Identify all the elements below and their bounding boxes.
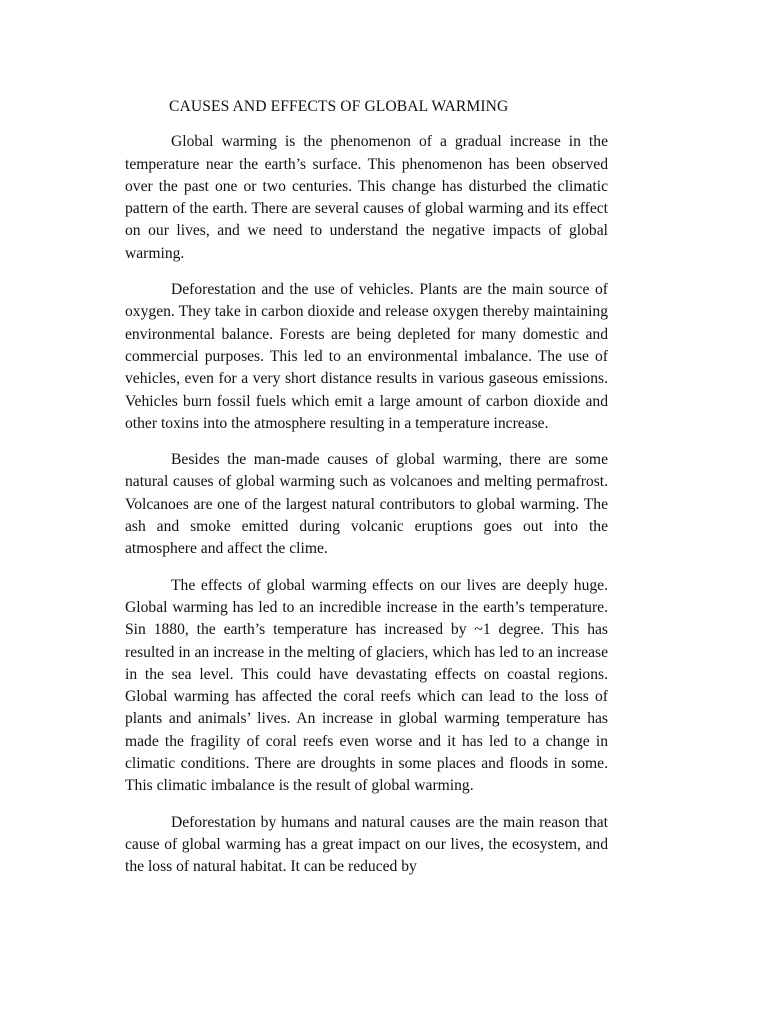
paragraph-deforestation-vehicles: Deforestation and the use of vehicles. Plants are the main source of oxygen. They take in carbon dioxide and release oxygen thereby maintaining environmental balance. Forests are being depleted for many domestic and commercial purposes. This led to an environmental imbalance. The use of vehicles, even for a very short distance results in various gaseous emissions. Vehicles burn fossil fuels which emit a large amount of carbon dioxide and other toxins into the atmosphere resulting in a temperature increase. bbox=[125, 281, 608, 432]
paragraph-effects: The effects of global warming effects on our lives are deeply huge. Global warming has led to an incredible increase in the earth’s temperature. Sin 1880, the earth’s temperature has increased by ~1 degree. This has resulted in an increase in the melting of glaciers, which has led to an increase in the sea level. This could have devastating effects on coastal regions. Global warming has affected the coral reefs which can lead to the loss of plants and animals’ lives. An increase in global warming temperature has made the fragility of coral reefs even worse and it has led to a change in climatic conditions. There are droughts in some places and floods in some. This climatic imbalance is the result of global warming. bbox=[125, 576, 608, 795]
paragraph-natural-causes: Besides the man-made causes of global warming, there are some natural causes of global warming such as volcanoes and melting permafrost. Volcanoes are one of the largest natural contributors to global warming. The ash and smoke emitted during volcanic eruptions goes out into the atmosphere and affect the clime. bbox=[125, 451, 608, 558]
document-title: CAUSES AND EFFECTS OF GLOBAL WARMING bbox=[169, 98, 509, 115]
paragraph-conclusion: Deforestation by humans and natural causes are the main reason that cause of global warming has a great impact on our lives, the ecosystem, and the loss of natural habitat. It can be reduced by bbox=[125, 813, 608, 876]
document-body bbox=[125, 96, 608, 893]
paragraph-intro: Global warming is the phenomenon of a gradual increase in the temperature near the earth’s surface. This phenomenon has been observed over the past one or two centuries. This change has disturbed the climatic pattern of the earth. There are several causes of global warming and its effect on our lives, and we need to understand the negative impacts of global warming. bbox=[125, 133, 608, 262]
